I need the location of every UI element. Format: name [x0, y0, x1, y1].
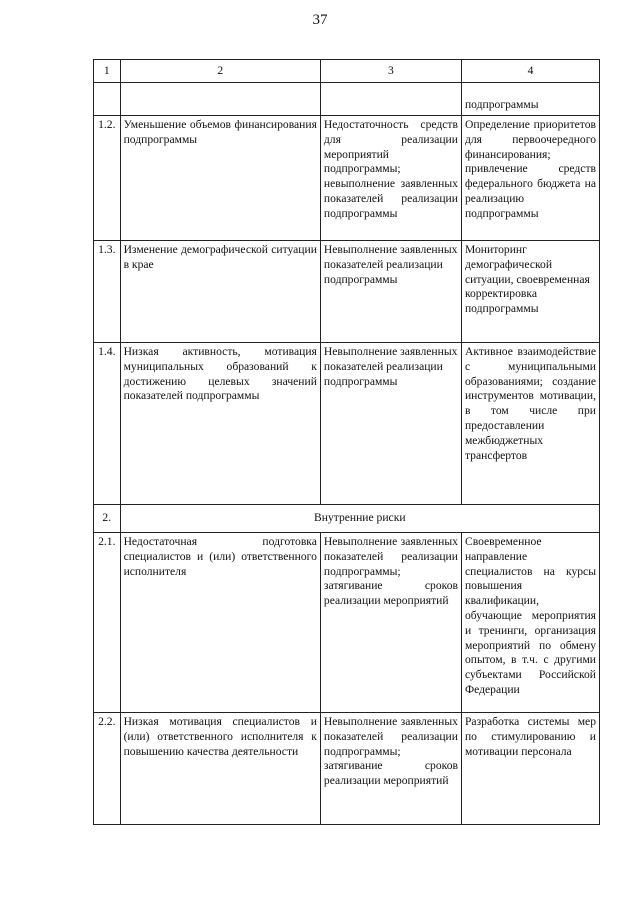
empty-cell: [94, 83, 121, 116]
measures-cell: Своевременное направление специалистов на курсы повышения квалификации, обучающие мероприятия и тренинги, организация мероприятий по обмену опытом, в т.ч. с другими субъектами Российской Федерации: [461, 533, 599, 713]
consequence-cell: Невыполнение заявленных показателей реализации подпрограммы; затягивание сроков реализации мероприятий: [320, 713, 461, 825]
header-cell: 4: [461, 60, 599, 83]
measures-cell: Активное взаимодействие с муниципальными образованиями; создание инструментов мотивации, в том числе при предоставлении межбюджетных трансфертов: [461, 343, 599, 505]
consequence-cell: Невыполнение заявленных показателей реализации подпрограммы: [320, 241, 461, 343]
row-number: 1.3.: [94, 241, 121, 343]
measures-cell: Определение приоритетов для первоочередного финансирования; привлечение средств федерального бюджета на реализацию подпрограммы: [461, 116, 599, 241]
page-number: 37: [312, 12, 328, 28]
empty-cell: [120, 83, 320, 116]
table-header-row: [94, 60, 600, 83]
consequence-cell: Невыполнение заявленных показателей реализации подпрограммы; затягивание сроков реализации мероприятий: [320, 533, 461, 713]
row-number: 2.2.: [94, 713, 121, 825]
risk-cell: Низкая мотивация специалистов и (или) ответственного исполнителя к повышению качества деятельности: [120, 713, 320, 825]
table-row: [94, 343, 600, 505]
table-row: [94, 241, 600, 343]
measures-cell: Мониторинг демографической ситуации, своевременная корректировка подпрограммы: [461, 241, 599, 343]
row-number: 1.4.: [94, 343, 121, 505]
table-row: [94, 116, 600, 241]
header-cell: 1: [94, 60, 121, 83]
row-number: 1.2.: [94, 116, 121, 241]
section-row: [94, 505, 600, 533]
header-cell: 3: [320, 60, 461, 83]
consequence-cell: Невыполнение заявленных показателей реализации подпрограммы: [320, 343, 461, 505]
row-number: 2.1.: [94, 533, 121, 713]
risk-cell: Уменьшение объемов финансирования подпрограммы: [120, 116, 320, 241]
risk-cell: Низкая активность, мотивация муниципальных образований к достижению целевых значений показателей подпрограммы: [120, 343, 320, 505]
section-title: Внутренние риски: [120, 505, 599, 533]
empty-cell: [320, 83, 461, 116]
header-cell: 2: [120, 60, 320, 83]
consequence-cell: Недостаточность средств для реализации мероприятий подпрограммы; невыполнение заявленных показателей реализации подпрограммы: [320, 116, 461, 241]
measures-cell: Разработка системы мер по стимулированию и мотивации персонала: [461, 713, 599, 825]
table-row: [94, 533, 600, 713]
risk-table: [93, 59, 600, 825]
measures-cell: подпрограммы: [461, 83, 599, 116]
section-number: 2.: [94, 505, 121, 533]
risk-cell: Изменение демографической ситуации в крае: [120, 241, 320, 343]
table-row: [94, 713, 600, 825]
risk-cell: Недостаточная подготовка специалистов и (или) ответственного исполнителя: [120, 533, 320, 713]
table-row: [94, 83, 600, 116]
